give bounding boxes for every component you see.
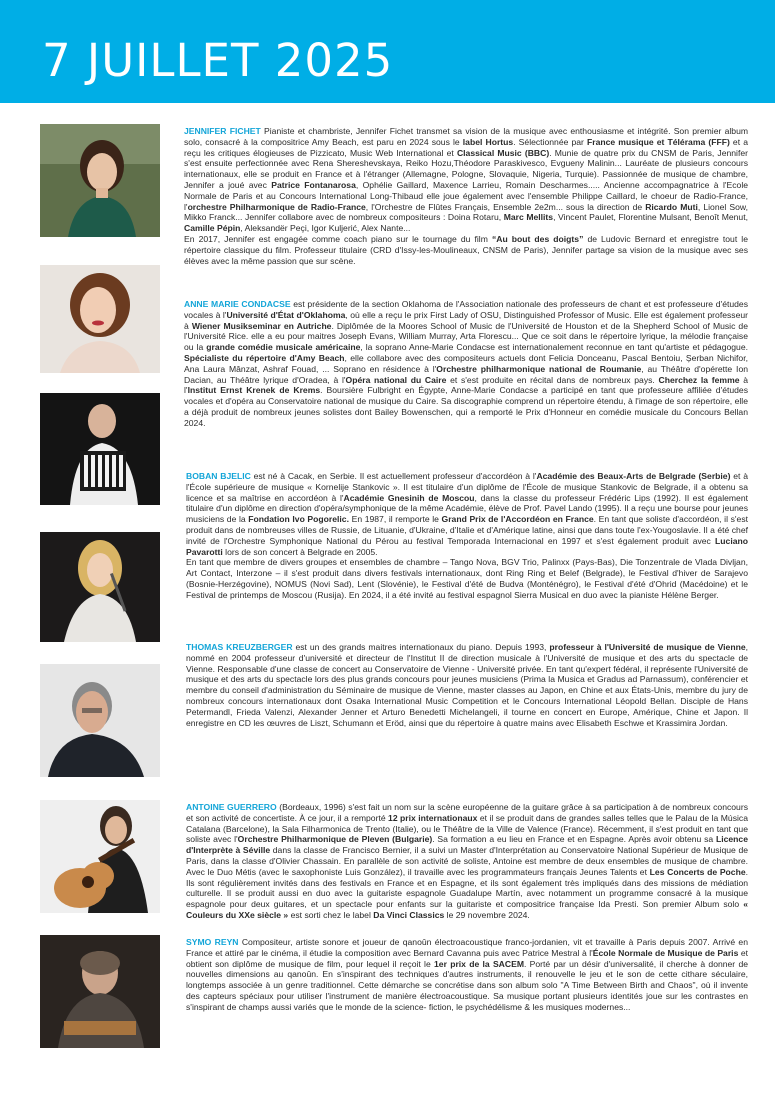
bio-text: , nommé en 2004 professeur d'université et directeur de l'Institut II de direction musicale à l'Université de musique et des arts du spectacle de Vienne. Responsable d'une classe de concert au Conservatoire de Vienne - Université privée. En tant qu'expert fédéral, il représente l'Université de musique et des arts du spectacle lors des plus grands concours pour jeunes musiciens (Prima la Musica et Gradus ad Parnassum), conférencier et membre du conseil d'administration du Séminaire de musique de Vienne, master classes au Japon, en Chine et aux États-Unis, membre du jury de nombreux concours internationaux dont Osaka International Music Competition et le Concours International Léopold Bellan. Disciple de Hans Petermandl, Frieda Valenzi, Alexander Jenner et Arturo Benedetti Michelangeli, il tourne en concert en Europe, Amérique, Chine et Japon. Il enregistre en CD les œuvres de Liszt, Schumann et Eröd, ainsi que du répertoire à quatre mains avec Elisabeth Eschwe et Krassimira Jordan. (186, 642, 748, 728)
portrait-antoine-guerrero (40, 800, 160, 913)
bio-paragraph (184, 126, 748, 234)
bio-highlight: Académie des Beaux-Arts de Belgrade (Serbie) (536, 471, 731, 481)
bio-symo-reyn (186, 937, 748, 1013)
bio-highlight: Orchestre philharmonique national de Roumanie (436, 363, 642, 374)
bio-highlight: Patrice Fontanarosa (271, 179, 356, 190)
bio-text: est né à Cacak, en Serbie. Il est actuellement professeur d'accordéon à l' (250, 471, 537, 481)
portrait-performer-singer (40, 532, 160, 642)
bio-text: et à l'École supérieure de musique « Kornelije Stankovic ». Il est titulaire d'un diplôme de l'École de musique Stankovic de Belgrade, il a obtenu sa licence et sa maîtrise en accordéon à l' (186, 471, 748, 503)
bio-highlight: Institut Ernst Krenek de Krems (187, 385, 321, 396)
bio-text: . Munie de quatre prix du CNSM de Paris, Jennifer s'est ensuite perfectionnée avec Rena Shereshevskaya, Reiko Hozu,Théodore Paraskivesco, Evgueny Malinin... Lauréate de plusieurs concours internationaux, elle se produit en France et à l'étranger (Allemagne, Pologne, Slovaquie, Nigeria, Turquie). Passionnée de musique de chambre, Jennifer a joué avec (184, 147, 748, 190)
bio-text: et s'est produite en récital dans de nombreux pays. (446, 374, 659, 385)
portrait-boban-bjelic (40, 393, 160, 505)
bio-highlight: « Couleurs du XXe siècle » (186, 899, 748, 920)
bio-text: est sorti chez le label (288, 909, 374, 920)
bio-highlight: Fondation Ivo Pogorelic. (248, 514, 349, 525)
bio-highlight: École Normale de Musique de Paris (592, 947, 739, 958)
bio-text: . En tant que soliste d'accordéon, il s'est produit dans de nombreuses villes de Russie, de Lituanie, d'Ukraine, d'Italie et d'Amérique latine, ainsi que dans toute l'ex-Yougoslavie. Il a été chef invité de l'Orchestre Symphonique National du Pérou au festival Temporada Internacional en 1997 et s'est également produit avec (186, 514, 748, 546)
bio-text: le 29 novembre 2024. (444, 909, 530, 920)
bio-text: de Ludovic Bernard et enregistre tout le répertoire classique du film. Professeur titulaire (CRD d'Issy-les-Moulineaux, CNSM de Paris), Jennifer partage sa vision de la musique avec ses élèves avec la même passion que sur scène. (184, 233, 748, 266)
bio-text: est présidente de la section Oklahoma de l'Association nationale des professeurs de chant et est professeure d'études vocales à l' (184, 299, 748, 320)
bio-highlight: Luciano Pavarotti (186, 535, 748, 557)
bio-highlight: label Hortus (462, 136, 514, 147)
bio-highlight: Cherchez la femme (658, 374, 740, 385)
bio-text: Compositeur, artiste sonore et joueur de qanoûn électroacoustique franco-jordanien, vit et travaille à Paris depuis 2007. Arrivé en France et attiré par le cinéma, il étudie la composition avec Bernard Cavanna puis avec Patrice Mestral à l' (186, 937, 748, 958)
artist-name: THOMAS KREUZBERGER (186, 642, 293, 652)
bio-highlight: Université d'État d'Oklahoma (226, 309, 346, 320)
bio-highlight: Wiener Musikseminar en Autriche (191, 320, 332, 331)
bio-paragraph (186, 471, 748, 557)
bio-highlight: Les Concerts de Poche (649, 866, 746, 877)
bio-thomas-kreuzberger (186, 642, 748, 728)
bio-highlight: Licence d'Interprète à Séville (186, 834, 748, 856)
bio-text: , Ophélie Gaillard, Maxence Larrieu, Romain Descharmes..... Ancienne accompagnatrice à l'Ecole Normale de Paris et au Concours International Long-Thibaud elle joue également avec l'ensemble Philippe Caillard, le choeur de Radio-France, l' (184, 179, 749, 212)
bio-highlight: grande comédie musicale américaine (206, 342, 361, 353)
portrait-symo-reyn (40, 935, 160, 1048)
bio-highlight: 12 prix internationaux (388, 812, 478, 823)
bio-highlight: Classical Music (BBC) (456, 147, 550, 158)
bio-text: lors de son concert à Belgrade en 2005. (222, 546, 378, 557)
bio-text: , Lionel Sow, Mikko Franck... Jennifer collabore avec de nombreux compositeurs : Doina Rotaru, (184, 201, 748, 223)
bio-boban-bjelic (186, 471, 748, 601)
bio-text: est un des grands maitres internationaux du piano. Depuis 1993, (292, 642, 550, 652)
artist-name: JENNIFER FICHET (184, 126, 261, 136)
bio-text: En 1987, il remporte le (348, 514, 442, 525)
bio-text: , la soprano Anne-Marie Condacse est internationalement reconnue en tant qu'artiste et pédagogue. (360, 342, 748, 353)
header-banner (0, 0, 775, 103)
bio-text: , où elle a reçu le prix First Lady of OSU, Distinguished Professor of Music. Elle est également professeur à (184, 309, 748, 331)
bio-text: à l' (184, 374, 748, 396)
bio-text: . Boursière Fulbright en Égypte, Anne-Marie Condacse a participé en tant que professeure affiliée d'études vocales et d'opéra au Conservatoire national de musique du Caire. Sa discographie comprend un répertoire étendu, à l'image de son répertoire, elle a déjà produit de nombreux jeunes solistes dont Bailey Bowenschen, qui a remporté le Prix d'Honneur en comédie musicale du Concours Bellan 2024. (184, 385, 749, 428)
bio-text: . Sélectionnée par (513, 136, 588, 147)
portrait-thomas-kreuzberger (40, 664, 160, 777)
bio-jennifer-fichet (184, 126, 748, 266)
bio-anne-marie-condacse (184, 299, 748, 429)
bio-paragraph (186, 802, 748, 921)
bio-highlight: France musique et Télérama (FFF) (587, 136, 730, 147)
bio-text: (Bordeaux, 1996) s'est fait un nom sur la scène européenne de la guitare grâce à sa participation à de nombreux concours et son activité de concertiste. À ce jour, il a remporté (186, 802, 748, 823)
bio-text: En tant que membre de divers groupes et ensembles de chambre – Tango Nova, BGV Trio, Palinxx (Pays-Bas), Die Tonzentrale de Vlada Divljan, Art Contact, Interzone – il s'est produit dans divers festivals internationaux, dont Ring Ring et Belef (Belgrade), le Festival d'hiver de Sarajevo (Bosnie-Herzégovine), NOMUS (Novi Sad), Lent (Slovénie), le Festival d'été de Budva (Monténégro), le Festival d'été d'Ohrid (Macédoine) et le Festival de printemps de Moscou (Rusija). En 2024, il a été invité au festival espagnol Sierra Musical en duo avec la pianiste Hélène Berger. (186, 557, 748, 600)
bio-text: et a reçu les critiques élogieuses de Pizzicato, Music Web International et (184, 136, 748, 158)
bio-text: , au Théâtre d'opérette Ion Dacian, au Théâtre lyrique d'Oradea, à l' (184, 363, 749, 385)
bio-highlight: Ricardo Muti (645, 201, 698, 212)
bio-paragraph (184, 234, 748, 266)
bio-antoine-guerrero (186, 802, 748, 921)
bio-highlight: Camille Pépin (184, 223, 241, 234)
portrait-anne-marie-condacse (40, 265, 160, 373)
bio-text: , l'Orchestre de Flûtes Français, Ensemble 2e2m... sous la direction de (365, 201, 646, 212)
portrait-jennifer-fichet (40, 124, 160, 237)
bio-text: , elle collabore avec des compositeurs actuels dont Felicia Donceanu, Pascal Bentoiu, Șerban Nichifor, Ana Laura Mânzat, Ashraf Fouad, ... Soprano en résidence à l' (184, 352, 748, 374)
bio-paragraph (184, 299, 748, 429)
bio-text: et obtient son diplôme de musique de film, pour lequel il reçoit le (186, 947, 748, 969)
artist-name: ANNE MARIE CONDACSE (184, 299, 291, 309)
bio-highlight: professeur à l'Université de musique de Vienne (549, 642, 746, 652)
bio-highlight: orchestre Philharmonique de Radio-France (187, 201, 366, 212)
bio-highlight: Marc Mellits (503, 212, 554, 223)
bio-highlight: Grand Prix de l'Accordéon en France (441, 514, 594, 525)
bio-highlight: Orchestre Philharmonique de Pleven (Bulgarie) (237, 834, 433, 845)
bio-text: . Porté par un désir d'universalité, il cherche à donner de nouvelles dimensions au qanoûn. En s'inspirant des techniques d'autres instruments, il renouvelle le jeu et le son de cette cithare séculaire, longtemps associée à un genre traditionnel. Cette démarche se concrétise dans son album solo "A Time Between Birth and Chaos", où il invente des capteurs spéciaux pour utiliser l'instrument de manière électroacoustique. Sa musique portant plusieurs identités joue sur les contrastes en s'inspirant de champs aussi variés que le monde de la science- fiction, le psychédélisme & les musiques modernes... (186, 958, 748, 1012)
bio-text: . Ils sont régulièrement invités dans des festivals en France et en Espagne, et ils sont également très impliqués dans des missions de médiation culturelle. Il se produit aussi en duo avec la guitariste espagnole Guadalupe Martín, avec notamment un programme consacré à la musique espagnole pour deux guitares, et un spectacle pour enfants sur la guitariste et compositrice française Ida Presti. Son premier Album solo (186, 866, 749, 910)
bio-text: dans la classe de Francisco Bernier, il a suivi un Master d'Interprétation au Conservatoire National Supérieur de Musique de Paris, dans la classe d'Olivier Chassain. En parallèle de son activité de soliste, Antoine est membre de deux ensembles de musique de chambre. Avec le Duo Métis (avec le saxophoniste Luis González), il travaille avec les programmateurs français Jeunes Talents et (186, 845, 749, 877)
bio-text: , Aleksandër Peçi, Igor Kuljerić, Alex Nante... (240, 223, 411, 234)
bio-text: et il se produit dans de grandes salles telles que le Palau de la Música Catalana (Barcelone), la Sala Filharmonica de Trento (Italie), ou le Théâtre de la Ville de Valence (France). Récemment, il s'est produit en tant que soliste avec l' (186, 812, 748, 845)
bio-highlight: Spécialiste du répertoire d'Amy Beach (184, 352, 345, 363)
bio-text: , Vincent Paulet, Florentine Mulsant, Benoît Menut, (553, 212, 748, 223)
bio-highlight: Da Vinci Classics (373, 909, 445, 920)
bio-highlight: 1er prix de la SACEM (434, 958, 524, 969)
artist-name: ANTOINE GUERRERO (186, 802, 277, 812)
bio-paragraph (186, 937, 748, 1013)
artist-name: SYMO REYN (186, 937, 239, 947)
bio-text: Pianiste et chambriste, Jennifer Fichet transmet sa vision de la musique avec enthousiasme et intégrité. Son premier album solo, consacré à la compositrice Amy Beach, est paru en 2024 sous le (184, 126, 749, 147)
bio-text: . Sa formation a eu lieu en France et en Espagne. Après avoir obtenu sa (432, 834, 716, 845)
bio-highlight: “Au bout des doigts” (491, 233, 584, 244)
bio-highlight: Opéra national du Caire (345, 374, 447, 385)
bio-paragraph (186, 557, 748, 600)
page-title: 7 JUILLET 2025 (42, 34, 394, 87)
artist-name: BOBAN BJELIC (186, 471, 251, 481)
bio-highlight: Académie Gnesinih de Moscou (343, 492, 475, 503)
bio-text: , dans la classe du professeur Frédéric Lips (1992). Il est également titulaire d'un diplôme en direction d'opéra/symphonique de la même Académie, élève de Prof. Pavel Lando (1995). Il a reçu une bourse pour jeunes musiciens de la (186, 492, 748, 525)
bio-paragraph (186, 642, 748, 728)
bio-text: . Diplômée de la Moores School of Music de l'Université de Houston et de la Shepherd School of Music de l'Université Rice. elle a eu pour maitres Joseph Evans, William Murray, Arta Florescu... Que ce soit dans le répertoire lyrique, la mélodie française ou la (184, 320, 748, 353)
bio-text: En 2017, Jennifer est engagée comme coach piano sur le tournage du film (184, 233, 492, 244)
